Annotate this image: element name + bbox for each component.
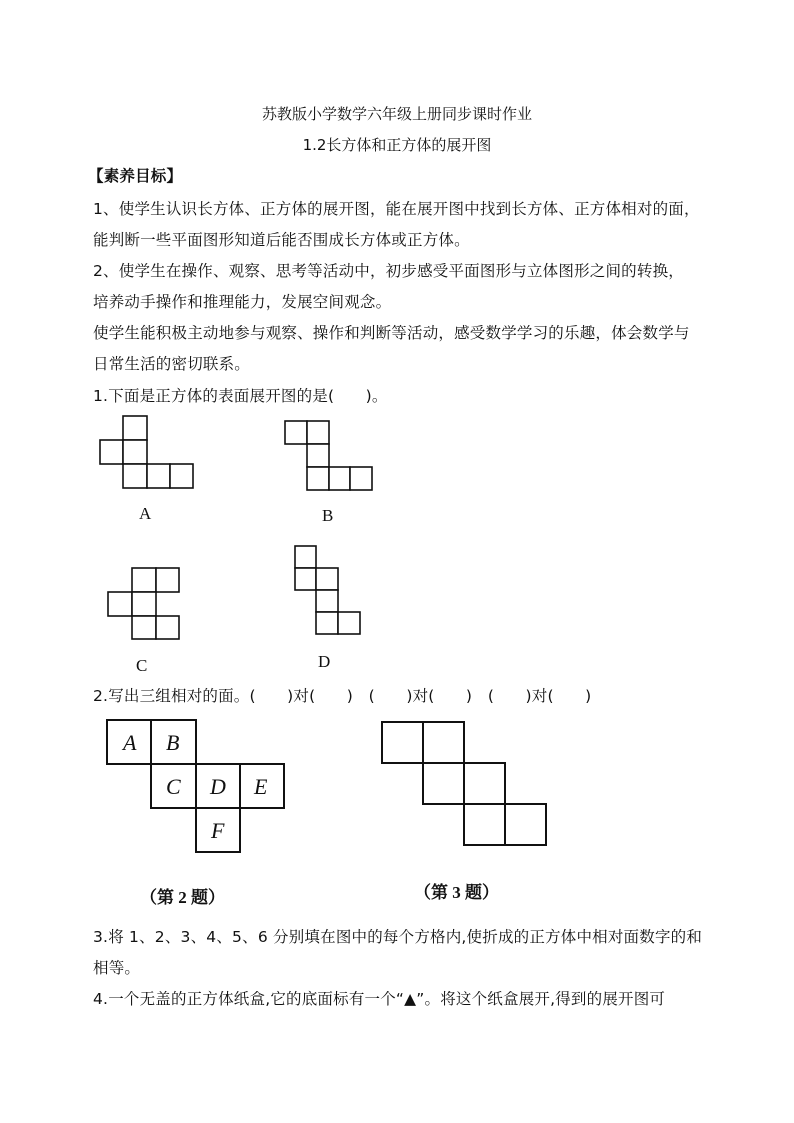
face-e: E — [254, 774, 268, 799]
face-a: A — [123, 730, 137, 755]
face-d: D — [210, 774, 226, 799]
question-4-text: 4.一个无盖的正方体纸盒,它的底面标有一个“▲”。将这个纸盒展开,得到的展开图可 — [93, 990, 666, 1008]
question-2-text: 2.写出三组相对的面。( )对( ) ( )对( ) ( )对( ) — [93, 687, 592, 705]
lesson-subtitle: 1.2长方体和正方体的展开图 — [302, 136, 492, 154]
question-2-caption: （第 2 题） — [140, 888, 225, 907]
face-c: C — [166, 774, 181, 799]
goal-line-6: 日常生活的密切联系。 — [93, 355, 251, 373]
goal-line-2: 能判断一些平面图形知道后能否围成长方体或正方体。 — [93, 231, 470, 249]
option-a-label: A — [139, 504, 152, 523]
question-3-text-line-2: 相等。 — [93, 959, 141, 977]
document-title: 苏教版小学数学六年级上册同步课时作业 — [261, 105, 532, 123]
goal-line-5: 使学生能积极主动地参与观察、操作和判断等活动，感受数学学习的乐趣，体会数学与 — [93, 324, 690, 342]
goal-line-1: 1、使学生认识长方体、正方体的展开图，能在展开图中找到长方体、正方体相对的面， — [93, 200, 700, 218]
face-f: F — [211, 818, 225, 843]
question-3-caption: （第 3 题） — [414, 883, 499, 902]
option-b-label: B — [322, 506, 334, 525]
goals-heading: 【素养目标】 — [88, 167, 183, 185]
face-b: B — [166, 730, 180, 755]
goal-line-3: 2、使学生在操作、观察、思考等活动中，初步感受平面图形与立体图形之间的转换， — [93, 262, 684, 280]
question-3-text-line-1: 3.将 1、2、3、4、5、6 分别填在图中的每个方格内,使折成的正方体中相对面数字的和 — [93, 928, 703, 946]
option-d-label: D — [318, 652, 331, 671]
question-1-text: 1.下面是正方体的表面展开图的是( )。 — [93, 387, 388, 405]
goal-line-4: 培养动手操作和推理能力，发展空间观念。 — [93, 293, 392, 311]
option-c-label: C — [136, 656, 148, 675]
